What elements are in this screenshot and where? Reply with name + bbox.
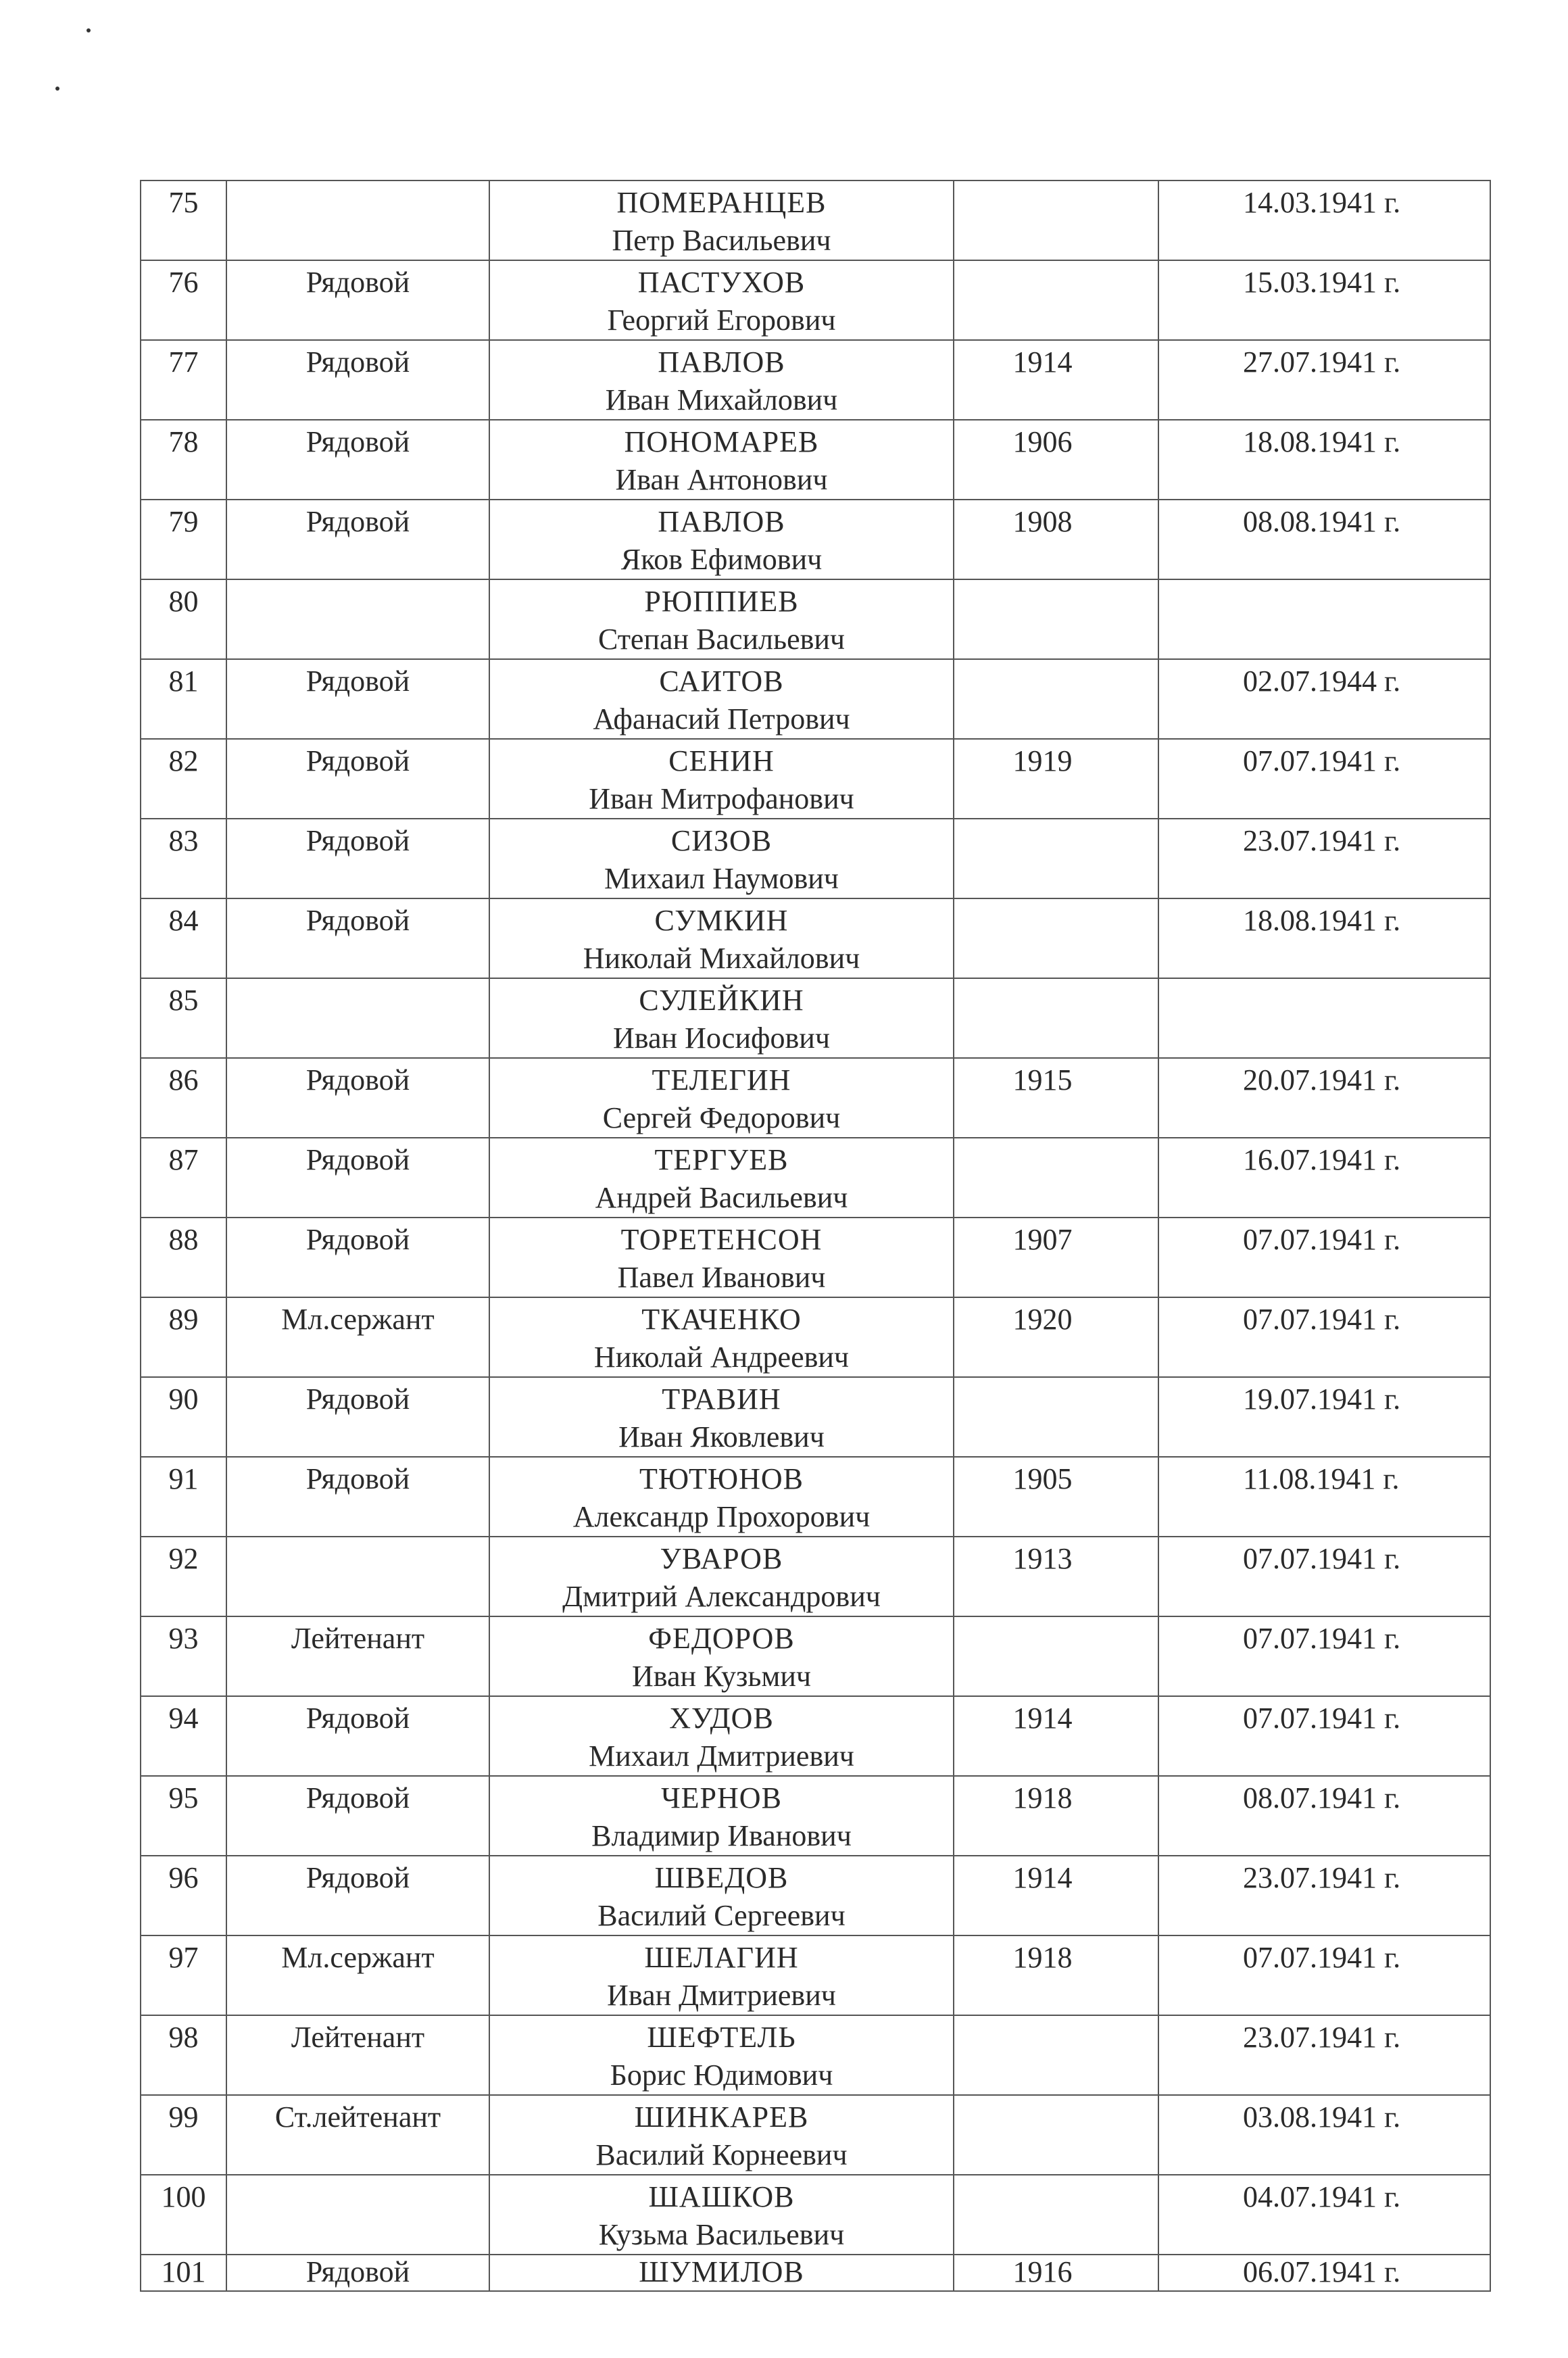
name-cell (489, 739, 954, 819)
birth-year-cell (954, 181, 1158, 260)
birth-year-cell: 1914 (954, 1696, 1158, 1776)
table-row (141, 1935, 1490, 2015)
given-name: Иван Михайлович (605, 383, 838, 416)
rank-cell (226, 181, 489, 260)
row-number-cell: 100 (141, 2175, 226, 2255)
name-cell (489, 1856, 954, 1935)
birth-year-cell: 1907 (954, 1218, 1158, 1297)
name-cell (489, 1537, 954, 1616)
name-cell (489, 819, 954, 898)
birth-year-cell (954, 579, 1158, 659)
date-cell: 19.07.1941 г. (1158, 1377, 1490, 1457)
surname: ШУМИЛОВ (639, 2255, 804, 2288)
date-cell: 04.07.1941 г. (1158, 2175, 1490, 2255)
row-number-cell: 88 (141, 1218, 226, 1297)
surname: СЕНИН (668, 744, 775, 777)
surname: ТЕРГУЕВ (654, 1143, 789, 1176)
rank-cell: Рядовой (226, 898, 489, 978)
given-name: Николай Андреевич (593, 1341, 850, 1374)
name-cell (489, 1935, 954, 2015)
rank-cell: Рядовой (226, 1776, 489, 1856)
surname: ПАСТУХОВ (637, 266, 806, 299)
date-cell: 14.03.1941 г. (1158, 181, 1490, 260)
table-row (141, 1696, 1490, 1776)
birth-year-cell: 1908 (954, 500, 1158, 579)
row-number-cell: 97 (141, 1935, 226, 2015)
given-name: Владимир Иванович (591, 1819, 852, 1852)
date-cell: 07.07.1941 г. (1158, 1696, 1490, 1776)
rank-cell (226, 2175, 489, 2255)
given-name: Иван Кузьмич (631, 1660, 812, 1693)
given-name: Иван Иосифович (613, 1021, 830, 1055)
given-name: Сергей Федорович (602, 1101, 841, 1134)
birth-year-cell (954, 2095, 1158, 2175)
given-name: Александр Прохорович (572, 1500, 871, 1533)
row-number-cell: 82 (141, 739, 226, 819)
given-name: Николай Михайлович (583, 942, 860, 975)
rank-cell: Рядовой (226, 1696, 489, 1776)
table-row (141, 420, 1490, 500)
date-cell: 07.07.1941 г. (1158, 1297, 1490, 1377)
rank-cell: Лейтенант (226, 2015, 489, 2095)
table-row (141, 340, 1490, 420)
rank-cell: Рядовой (226, 340, 489, 420)
table-row (141, 181, 1490, 260)
date-cell: 08.07.1941 г. (1158, 1776, 1490, 1856)
row-number-cell: 99 (141, 2095, 226, 2175)
birth-year-cell: 1916 (954, 2255, 1158, 2291)
row-number-cell: 78 (141, 420, 226, 500)
row-number-cell: 98 (141, 2015, 226, 2095)
birth-year-cell: 1913 (954, 1537, 1158, 1616)
date-cell: 07.07.1941 г. (1158, 1537, 1490, 1616)
surname: СУЛЕЙКИН (639, 984, 804, 1017)
row-number-cell: 81 (141, 659, 226, 739)
date-cell: 27.07.1941 г. (1158, 340, 1490, 420)
rank-cell (226, 978, 489, 1058)
birth-year-cell: 1915 (954, 1058, 1158, 1138)
date-cell: 02.07.1944 г. (1158, 659, 1490, 739)
date-cell (1158, 579, 1490, 659)
name-cell (489, 1377, 954, 1457)
scan-speck (87, 28, 91, 32)
birth-year-cell: 1906 (954, 420, 1158, 500)
roster-table (140, 180, 1491, 2292)
given-name: Иван Яковлевич (618, 1420, 825, 1453)
rank-cell: Мл.сержант (226, 1297, 489, 1377)
given-name: Андрей Васильевич (595, 1181, 848, 1214)
row-number-cell: 86 (141, 1058, 226, 1138)
date-cell: 03.08.1941 г. (1158, 2095, 1490, 2175)
given-name: Михаил Наумович (604, 862, 839, 895)
birth-year-cell (954, 1377, 1158, 1457)
surname: РЮППИЕВ (644, 585, 799, 618)
surname: ШАШКОВ (648, 2180, 795, 2213)
date-cell: 06.07.1941 г. (1158, 2255, 1490, 2291)
date-cell: 18.08.1941 г. (1158, 898, 1490, 978)
given-name: Василий Корнеевич (595, 2138, 848, 2171)
birth-year-cell (954, 659, 1158, 739)
rank-cell: Рядовой (226, 1138, 489, 1218)
given-name: Иван Дмитриевич (607, 1979, 836, 2012)
row-number-cell: 75 (141, 181, 226, 260)
row-number-cell: 76 (141, 260, 226, 340)
name-cell (489, 2255, 954, 2291)
date-cell: 07.07.1941 г. (1158, 739, 1490, 819)
rank-cell: Лейтенант (226, 1616, 489, 1696)
surname: ЧЕРНОВ (661, 1781, 782, 1814)
rank-cell: Мл.сержант (226, 1935, 489, 2015)
birth-year-cell: 1919 (954, 739, 1158, 819)
name-cell (489, 2095, 954, 2175)
given-name: Павел Иванович (617, 1261, 826, 1294)
rank-cell: Рядовой (226, 819, 489, 898)
name-cell (489, 1138, 954, 1218)
given-name: Степан Васильевич (597, 623, 846, 656)
surname: ТЮТЮНОВ (639, 1462, 804, 1495)
given-name: Афанасий Петрович (593, 702, 850, 736)
surname: УВАРОВ (660, 1542, 783, 1575)
surname: ШЕЛАГИН (644, 1941, 799, 1974)
row-number-cell: 89 (141, 1297, 226, 1377)
table-row (141, 1616, 1490, 1696)
row-number-cell: 84 (141, 898, 226, 978)
row-number-cell: 101 (141, 2255, 226, 2291)
table-row (141, 1138, 1490, 1218)
name-cell (489, 500, 954, 579)
name-cell (489, 1297, 954, 1377)
rank-cell: Рядовой (226, 2255, 489, 2291)
name-cell (489, 579, 954, 659)
table-row (141, 2255, 1490, 2291)
rank-cell: Рядовой (226, 1457, 489, 1537)
rank-cell (226, 1537, 489, 1616)
surname: ПОМЕРАНЦЕВ (616, 186, 827, 219)
surname: ТРАВИН (662, 1382, 781, 1416)
birth-year-cell (954, 2015, 1158, 2095)
rank-cell: Рядовой (226, 1856, 489, 1935)
birth-year-cell: 1918 (954, 1776, 1158, 1856)
name-cell (489, 1616, 954, 1696)
table-row (141, 1058, 1490, 1138)
surname: ШИНКАРЕВ (634, 2100, 809, 2134)
given-name: Дмитрий Александрович (562, 1580, 881, 1613)
table-row (141, 2095, 1490, 2175)
table-row (141, 978, 1490, 1058)
date-cell: 11.08.1941 г. (1158, 1457, 1490, 1537)
table-row (141, 1297, 1490, 1377)
name-cell (489, 898, 954, 978)
birth-year-cell (954, 2175, 1158, 2255)
scan-speck (55, 87, 59, 91)
surname: СИЗОВ (670, 824, 773, 857)
date-cell: 16.07.1941 г. (1158, 1138, 1490, 1218)
surname: ШЕФТЕЛЬ (647, 2021, 796, 2054)
row-number-cell: 90 (141, 1377, 226, 1457)
name-cell (489, 1457, 954, 1537)
row-number-cell: 95 (141, 1776, 226, 1856)
surname: ШВЕДОВ (654, 1861, 789, 1894)
table-row (141, 579, 1490, 659)
surname: ТЕЛЕГИН (652, 1063, 791, 1097)
table-row (141, 2015, 1490, 2095)
date-cell: 07.07.1941 г. (1158, 1218, 1490, 1297)
birth-year-cell (954, 978, 1158, 1058)
surname: ТКАЧЕНКО (641, 1303, 802, 1336)
rank-cell: Рядовой (226, 739, 489, 819)
name-cell (489, 2175, 954, 2255)
rank-cell: Рядовой (226, 1218, 489, 1297)
date-cell: 23.07.1941 г. (1158, 2015, 1490, 2095)
name-cell (489, 260, 954, 340)
table-row (141, 1776, 1490, 1856)
surname: ПАВЛОВ (658, 505, 785, 538)
birth-year-cell (954, 1616, 1158, 1696)
row-number-cell: 94 (141, 1696, 226, 1776)
row-number-cell: 87 (141, 1138, 226, 1218)
given-name: Иван Антонович (615, 463, 828, 496)
birth-year-cell (954, 819, 1158, 898)
given-name: Василий Сергеевич (597, 1899, 846, 1932)
table-row (141, 1218, 1490, 1297)
name-cell (489, 1776, 954, 1856)
roster-body (141, 181, 1490, 2291)
name-cell (489, 1696, 954, 1776)
given-name: Иван Митрофанович (589, 782, 854, 815)
row-number-cell: 91 (141, 1457, 226, 1537)
surname: ПАВЛОВ (658, 345, 785, 379)
surname: ПОНОМАРЕВ (624, 425, 819, 458)
name-cell (489, 2015, 954, 2095)
date-cell: 08.08.1941 г. (1158, 500, 1490, 579)
name-cell (489, 420, 954, 500)
table-row (141, 2175, 1490, 2255)
row-number-cell: 79 (141, 500, 226, 579)
birth-year-cell (954, 260, 1158, 340)
rank-cell: Рядовой (226, 1377, 489, 1457)
surname: ХУДОВ (669, 1702, 774, 1735)
birth-year-cell (954, 1138, 1158, 1218)
given-name: Кузьма Васильевич (598, 2218, 845, 2251)
birth-year-cell: 1905 (954, 1457, 1158, 1537)
name-cell (489, 978, 954, 1058)
row-number-cell: 85 (141, 978, 226, 1058)
birth-year-cell (954, 898, 1158, 978)
row-number-cell: 77 (141, 340, 226, 420)
rank-cell: Рядовой (226, 659, 489, 739)
date-cell: 20.07.1941 г. (1158, 1058, 1490, 1138)
rank-cell: Рядовой (226, 500, 489, 579)
row-number-cell: 92 (141, 1537, 226, 1616)
surname: ФЕДОРОВ (648, 1622, 795, 1655)
birth-year-cell: 1918 (954, 1935, 1158, 2015)
table-row (141, 1537, 1490, 1616)
surname: ТОРЕТЕНСОН (620, 1223, 823, 1256)
table-row (141, 1457, 1490, 1537)
name-cell (489, 1218, 954, 1297)
surname: СУМКИН (654, 904, 789, 937)
name-cell (489, 340, 954, 420)
rank-cell: Рядовой (226, 1058, 489, 1138)
name-cell (489, 659, 954, 739)
name-cell (489, 1058, 954, 1138)
row-number-cell: 80 (141, 579, 226, 659)
birth-year-cell: 1920 (954, 1297, 1158, 1377)
given-name: Петр Васильевич (612, 224, 831, 257)
row-number-cell: 83 (141, 819, 226, 898)
date-cell: 23.07.1941 г. (1158, 819, 1490, 898)
date-cell: 15.03.1941 г. (1158, 260, 1490, 340)
given-name: Яков Ефимович (620, 543, 823, 576)
date-cell (1158, 978, 1490, 1058)
table-row (141, 1856, 1490, 1935)
given-name: Михаил Дмитриевич (589, 1739, 854, 1773)
birth-year-cell: 1914 (954, 340, 1158, 420)
rank-cell: Ст.лейтенант (226, 2095, 489, 2175)
given-name: Георгий Егорович (607, 304, 836, 337)
table-row (141, 819, 1490, 898)
rank-cell: Рядовой (226, 420, 489, 500)
table-row (141, 659, 1490, 739)
table-row (141, 898, 1490, 978)
date-cell: 07.07.1941 г. (1158, 1935, 1490, 2015)
table-row (141, 500, 1490, 579)
name-cell (489, 181, 954, 260)
table-row (141, 1377, 1490, 1457)
row-number-cell: 93 (141, 1616, 226, 1696)
table-row (141, 260, 1490, 340)
rank-cell: Рядовой (226, 260, 489, 340)
rank-cell (226, 579, 489, 659)
given-name: Борис Юдимович (610, 2059, 833, 2092)
date-cell: 07.07.1941 г. (1158, 1616, 1490, 1696)
table-row (141, 739, 1490, 819)
row-number-cell: 96 (141, 1856, 226, 1935)
date-cell: 18.08.1941 г. (1158, 420, 1490, 500)
date-cell: 23.07.1941 г. (1158, 1856, 1490, 1935)
surname: САИТОВ (659, 665, 784, 698)
birth-year-cell: 1914 (954, 1856, 1158, 1935)
